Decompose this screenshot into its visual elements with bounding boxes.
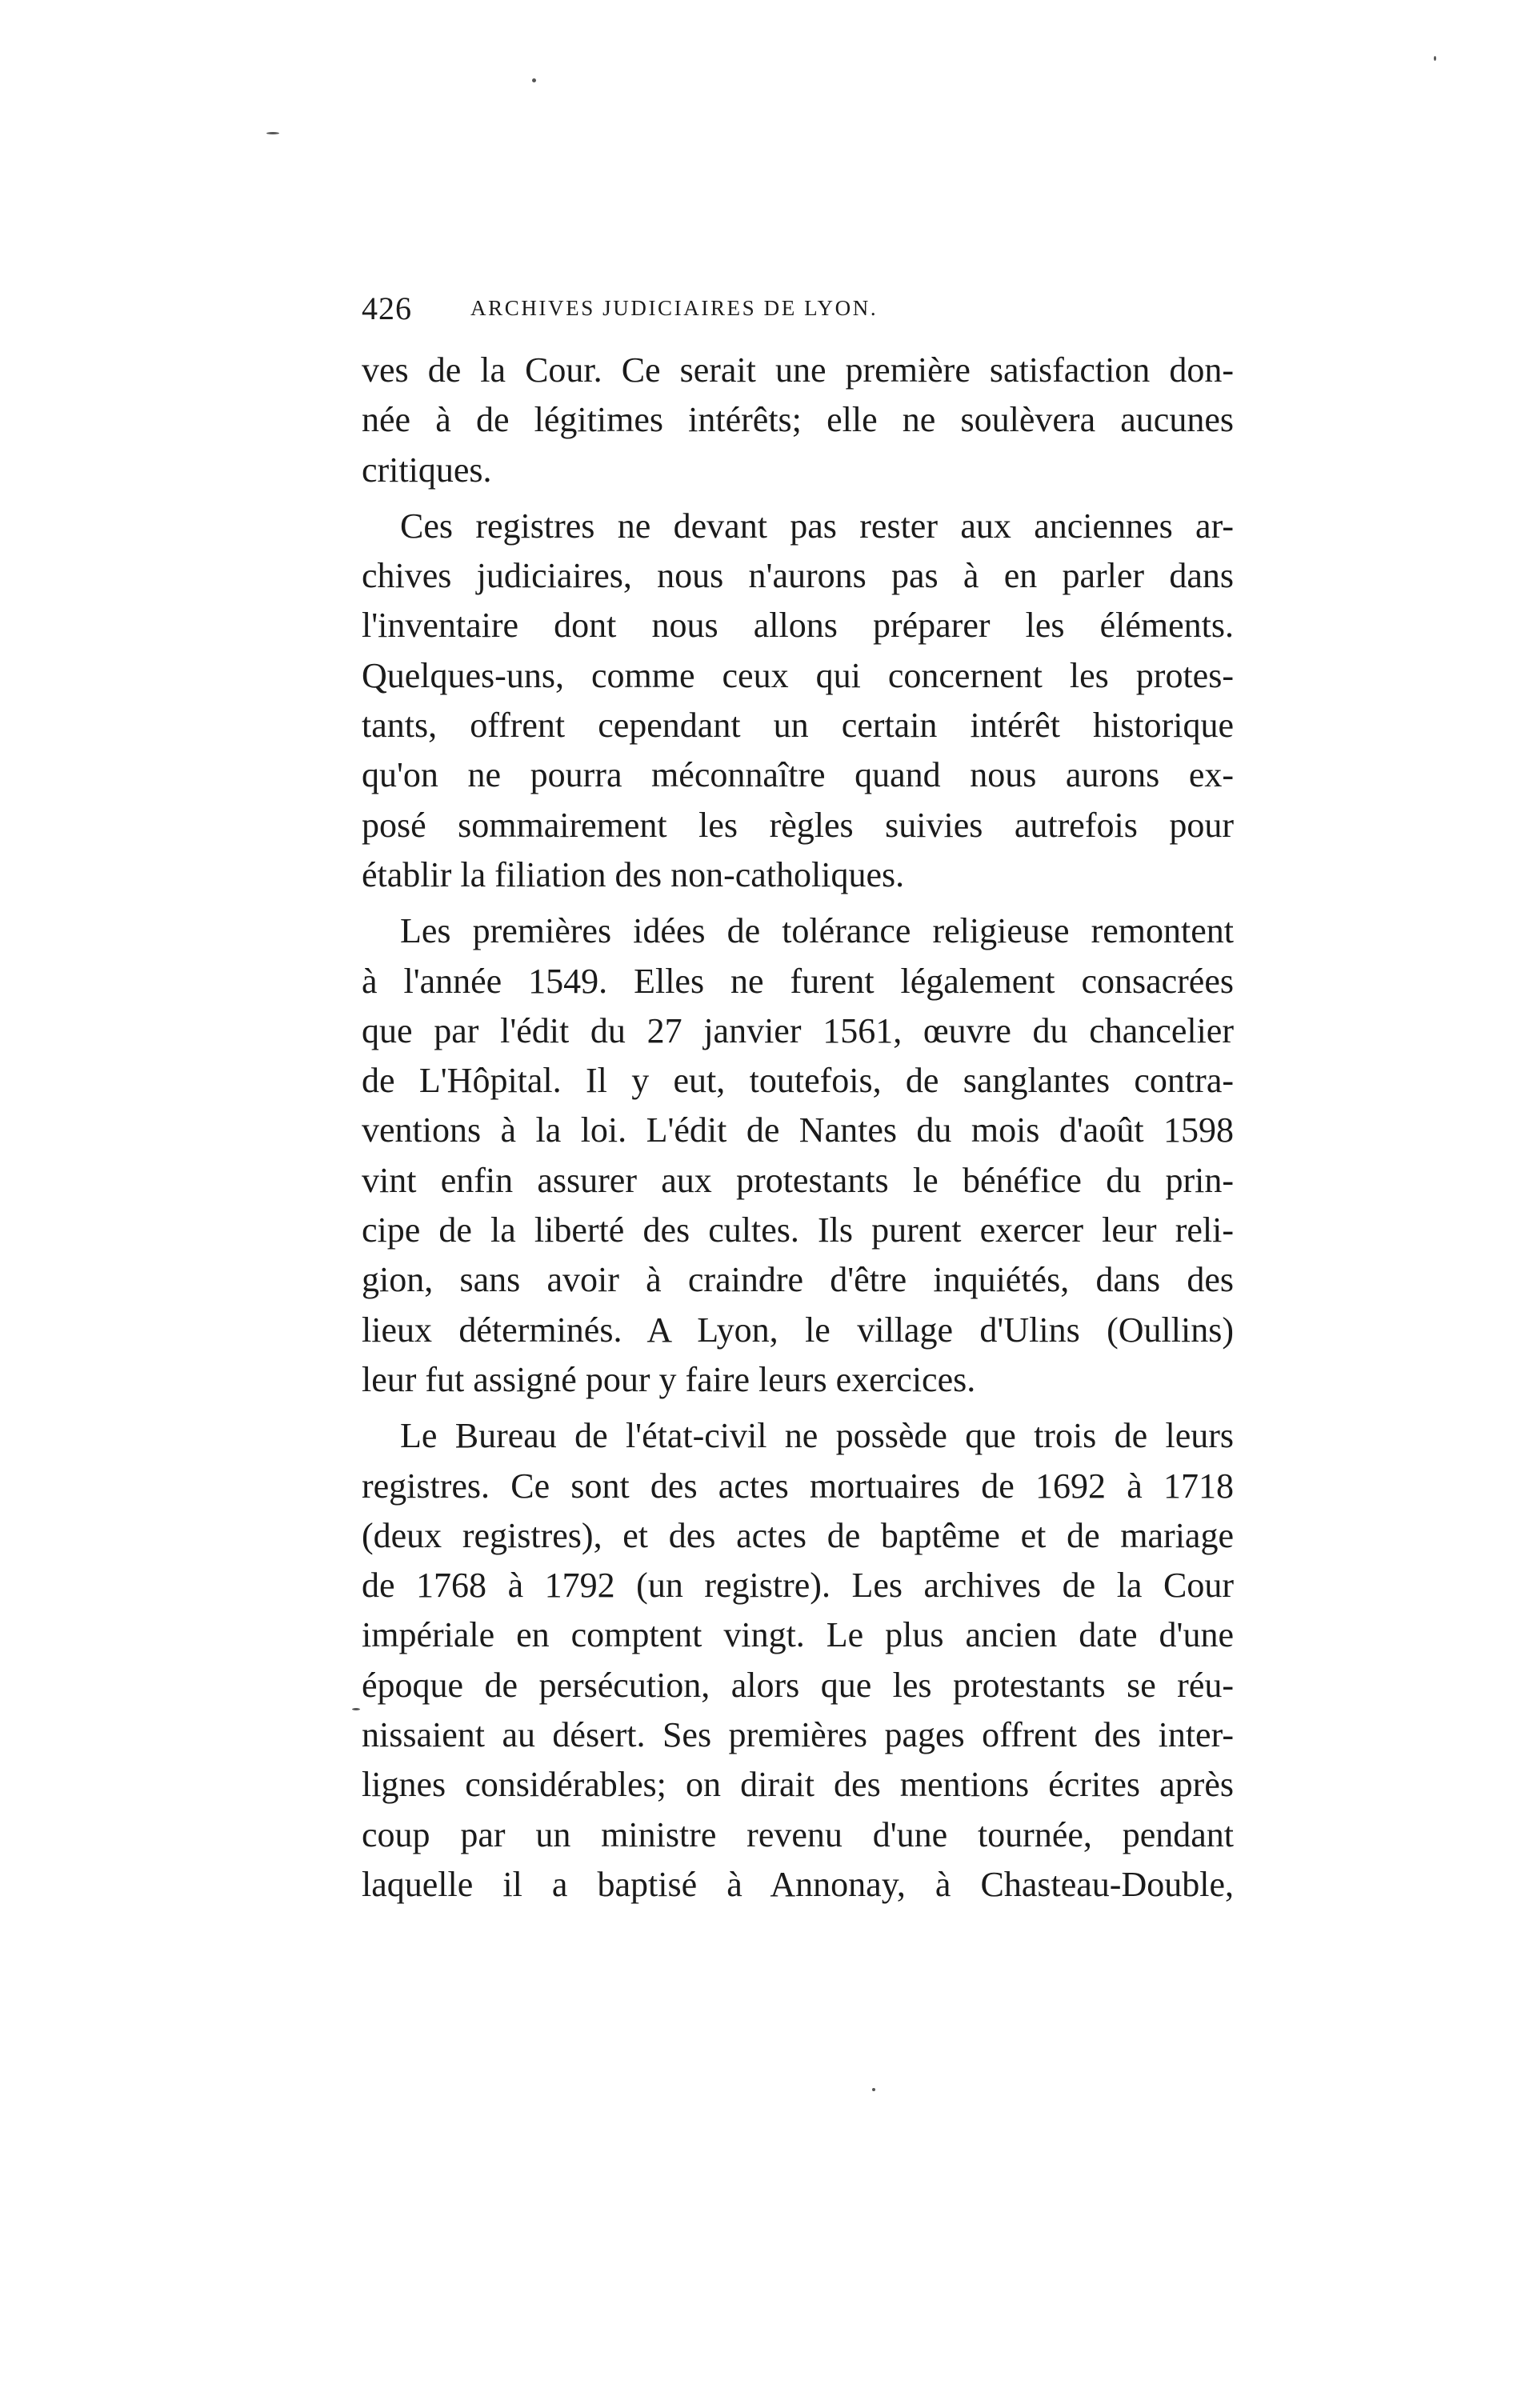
page-number: 426 <box>362 290 412 326</box>
scan-speck <box>266 132 279 134</box>
scan-speck <box>872 2088 875 2091</box>
text-line: née à de légitimes intérêts; elle ne soulèvera aucunes <box>362 400 1234 440</box>
text-line: critiques. <box>362 450 492 490</box>
running-header <box>362 290 1234 330</box>
text-line: coup par un ministre revenu d'une tournée, pendant <box>362 1814 1234 1854</box>
text-line: ventions à la loi. L'édit de Nantes du mois d'août 1598 <box>362 1110 1234 1150</box>
running-title: ARCHIVES JUDICIAIRES DE LYON. <box>470 296 879 320</box>
text-line: Les premières idées de tolérance religieuse remontent <box>400 911 1234 951</box>
text-line: leur fut assigné pour y faire leurs exercices. <box>362 1359 976 1399</box>
text-line: tants, offrent cependant un certain intérêt historique <box>362 706 1234 746</box>
text-line: lignes considérables; on dirait des mentions écrites après <box>362 1765 1234 1805</box>
text-line: Quelques-uns, comme ceux qui concernent les protes- <box>362 655 1234 695</box>
body-text <box>362 346 1234 1910</box>
text-line: ves de la Cour. Ce serait une première satisfaction don- <box>362 350 1234 390</box>
text-line: Le Bureau de l'état-civil ne possède que trois de leurs <box>400 1416 1234 1456</box>
text-line: (deux registres), et des actes de baptême et de mariage <box>362 1515 1234 1555</box>
text-line: vint enfin assurer aux protestants le bénéfice du prin- <box>362 1160 1234 1200</box>
text-line: registres. Ce sont des actes mortuaires de 1692 à 1718 <box>362 1466 1234 1506</box>
text-line: que par l'édit du 27 janvier 1561, œuvre du chancelier <box>362 1010 1234 1050</box>
text-line: cipe de la liberté des cultes. Ils purent exercer leur reli- <box>362 1210 1234 1250</box>
text-line: gion, sans avoir à craindre d'être inquiétés, dans des <box>362 1260 1234 1300</box>
text-line: établir la filiation des non-catholiques. <box>362 854 905 894</box>
text-line: laquelle il a baptisé à Annonay, à Chasteau-Double, <box>362 1864 1234 1904</box>
text-line: Ces registres ne devant pas rester aux anciennes ar- <box>400 506 1234 546</box>
scan-speck <box>532 78 536 82</box>
text-line: époque de persécution, alors que les protestants se réu- <box>362 1665 1234 1705</box>
text-line: à l'année 1549. Elles ne furent légalement consacrées <box>362 961 1234 1001</box>
text-line: nissaient au désert. Ses premières pages offrent des inter- <box>362 1715 1234 1755</box>
text-line: lieux déterminés. A Lyon, le village d'Ulins (Oullins) <box>362 1310 1234 1350</box>
scan-speck <box>1434 56 1436 61</box>
text-line: impériale en comptent vingt. Le plus ancien date d'une <box>362 1615 1234 1655</box>
text-line: de 1768 à 1792 (un registre). Les archives de la Cour <box>362 1566 1234 1606</box>
text-line: l'inventaire dont nous allons préparer les éléments. <box>362 606 1234 646</box>
text-line: chives judiciaires, nous n'aurons pas à en parler dans <box>362 556 1234 596</box>
text-line: qu'on ne pourra méconnaître quand nous aurons ex- <box>362 755 1234 795</box>
text-line: de L'Hôpital. Il y eut, toutefois, de sanglantes contra- <box>362 1061 1234 1101</box>
scan-speck <box>352 1708 360 1710</box>
text-line: posé sommairement les règles suivies autrefois pour <box>362 805 1234 845</box>
